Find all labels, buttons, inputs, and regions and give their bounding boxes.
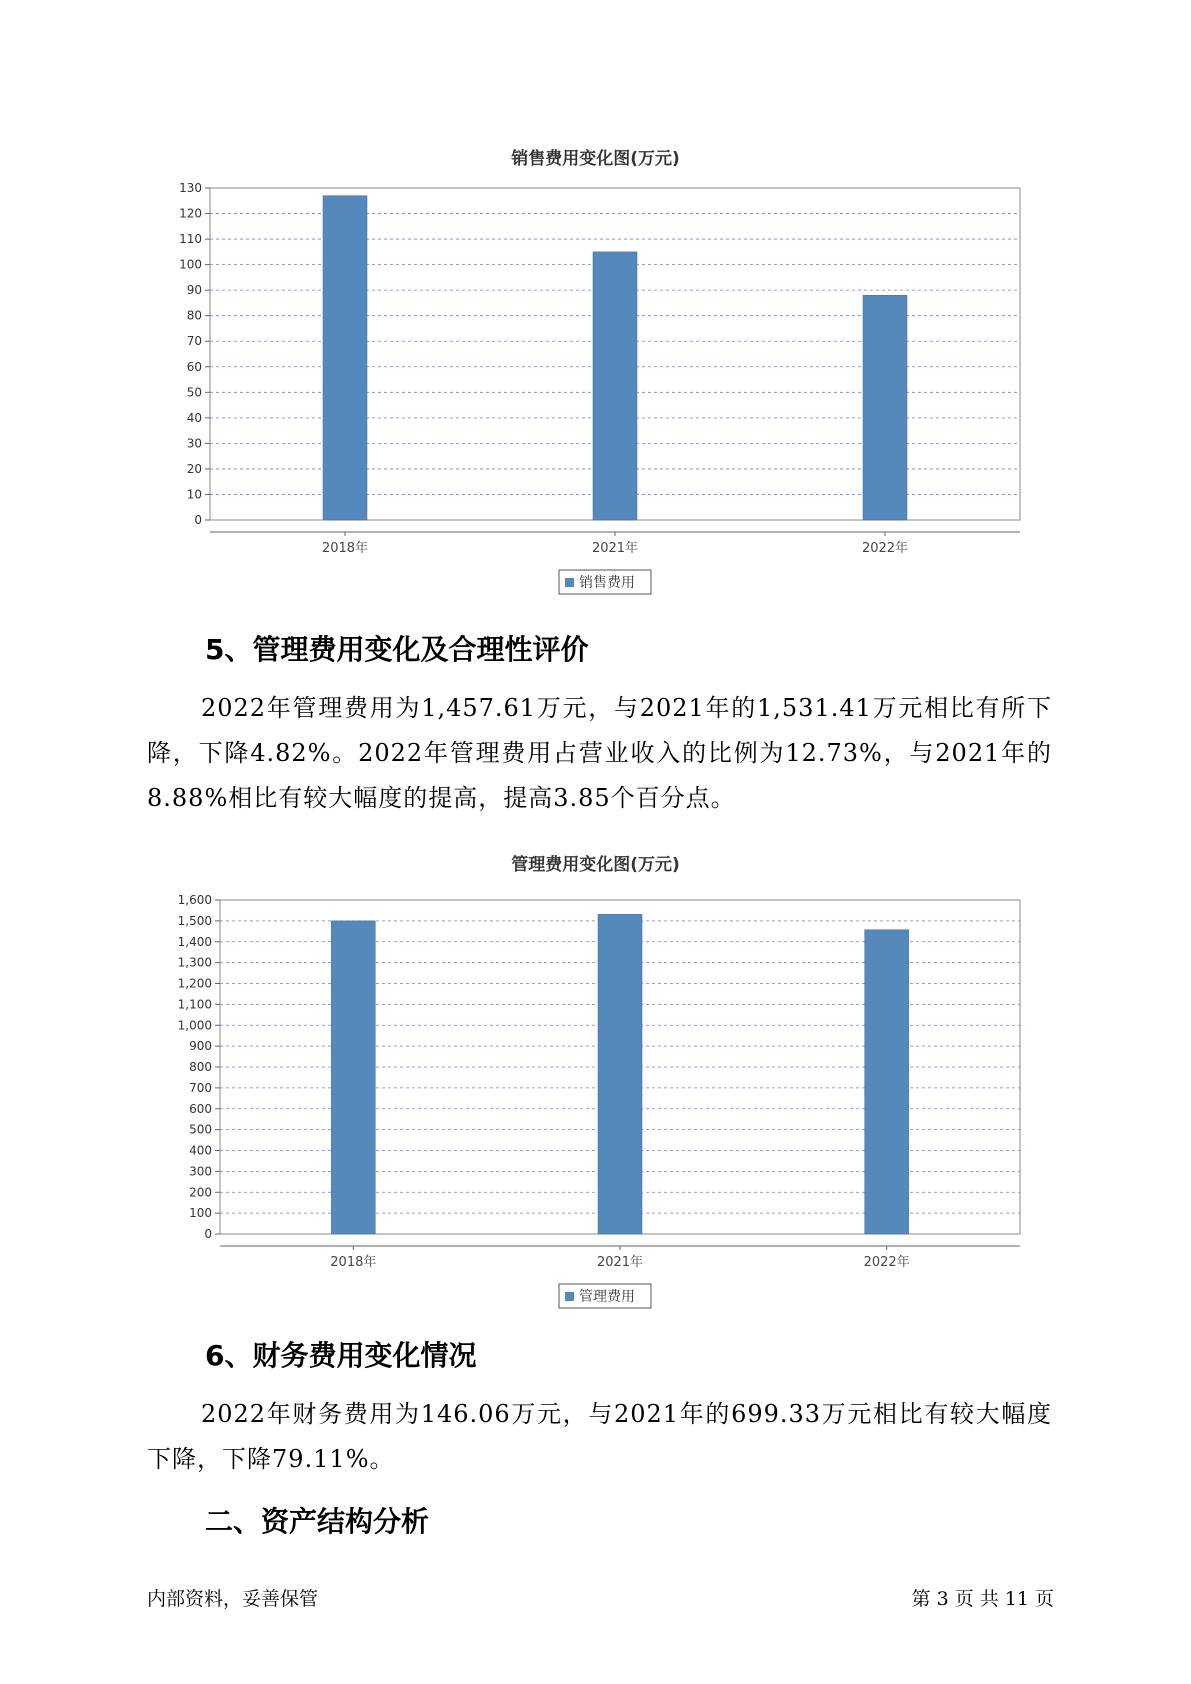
sales-expense-chart-title: 销售费用变化图(万元) <box>511 149 680 169</box>
y-tick-label: 20 <box>186 461 202 476</box>
legend-swatch <box>565 1292 574 1301</box>
legend-label: 销售费用 <box>579 575 635 591</box>
y-tick-label: 800 <box>189 1060 212 1074</box>
y-tick-label: 400 <box>189 1143 212 1158</box>
category-label: 2018年 <box>330 1255 377 1270</box>
section-5-paragraph: 2022年管理费用为1,457.61万元，与2021年的1,531.41万元相比有所下降，下降4.82%。2022年管理费用占营业收入的比例为12.73%，与2021年的8.88%相比有较大幅度的提高，提高3.85个百分点。 <box>147 694 1052 812</box>
y-tick-label: 1,300 <box>177 955 212 970</box>
y-tick-label: 1,100 <box>177 997 212 1012</box>
y-tick-label: 1,400 <box>177 934 212 949</box>
legend <box>559 1284 651 1308</box>
category-label: 2018年 <box>321 541 369 556</box>
bar-2021年 <box>593 252 637 520</box>
y-tick-label: 10 <box>186 487 202 502</box>
admin-expense-chart-title: 管理费用变化图(万元) <box>511 855 680 875</box>
y-tick-label: 70 <box>186 334 202 349</box>
legend-label: 管理费用 <box>579 1289 635 1305</box>
category-label: 2022年 <box>861 541 909 556</box>
section-5-heading: 5、管理费用变化及合理性评价 <box>205 633 589 666</box>
y-tick-label: 30 <box>186 436 202 451</box>
category-label: 2021年 <box>596 1255 644 1270</box>
section-6-paragraph: 2022年财务费用为146.06万元，与2021年的699.33万元相比有较大幅度下降，下降79.11%。 <box>147 1400 1052 1473</box>
y-tick-label: 90 <box>186 283 202 298</box>
y-tick-label: 100 <box>189 1206 212 1221</box>
y-tick-label: 900 <box>189 1039 212 1054</box>
y-tick-label: 1,600 <box>177 893 212 907</box>
y-tick-label: 100 <box>179 257 202 272</box>
bar-2018年 <box>331 921 375 1234</box>
bar-2022年 <box>863 295 907 520</box>
y-tick-label: 300 <box>189 1164 212 1179</box>
footer-confidential-note: 内部资料，妥善保管 <box>147 1588 319 1610</box>
category-label: 2021年 <box>591 541 639 556</box>
y-tick-label: 60 <box>186 359 202 374</box>
section-6-heading: 6、财务费用变化情况 <box>205 1339 477 1372</box>
admin-expense-chart <box>0 876 1191 1316</box>
asset-structure-heading: 二、资产结构分析 <box>205 1505 430 1538</box>
category-label: 2022年 <box>863 1255 910 1270</box>
y-tick-label: 120 <box>179 206 202 221</box>
y-tick-label: 110 <box>179 232 202 247</box>
legend <box>559 570 651 594</box>
y-tick-label: 1,200 <box>177 976 212 991</box>
y-tick-label: 700 <box>189 1080 212 1095</box>
y-tick-label: 0 <box>194 513 202 527</box>
y-tick-label: 0 <box>204 1227 212 1241</box>
sales-expense-chart <box>0 170 1191 610</box>
legend-swatch <box>565 578 574 587</box>
bar-2018年 <box>323 196 367 520</box>
y-tick-label: 200 <box>189 1185 212 1200</box>
y-tick-label: 1,000 <box>177 1018 212 1033</box>
y-tick-label: 1,500 <box>177 913 212 928</box>
y-tick-label: 50 <box>186 385 202 400</box>
y-tick-label: 80 <box>186 308 202 323</box>
bar-2022年 <box>865 930 909 1234</box>
y-tick-label: 500 <box>189 1122 212 1137</box>
footer-page-number: 第 3 页 共 11 页 <box>911 1588 1054 1610</box>
y-tick-label: 40 <box>186 410 202 425</box>
y-tick-label: 600 <box>189 1101 212 1116</box>
bar-2021年 <box>598 914 642 1234</box>
y-tick-label: 130 <box>179 181 202 195</box>
